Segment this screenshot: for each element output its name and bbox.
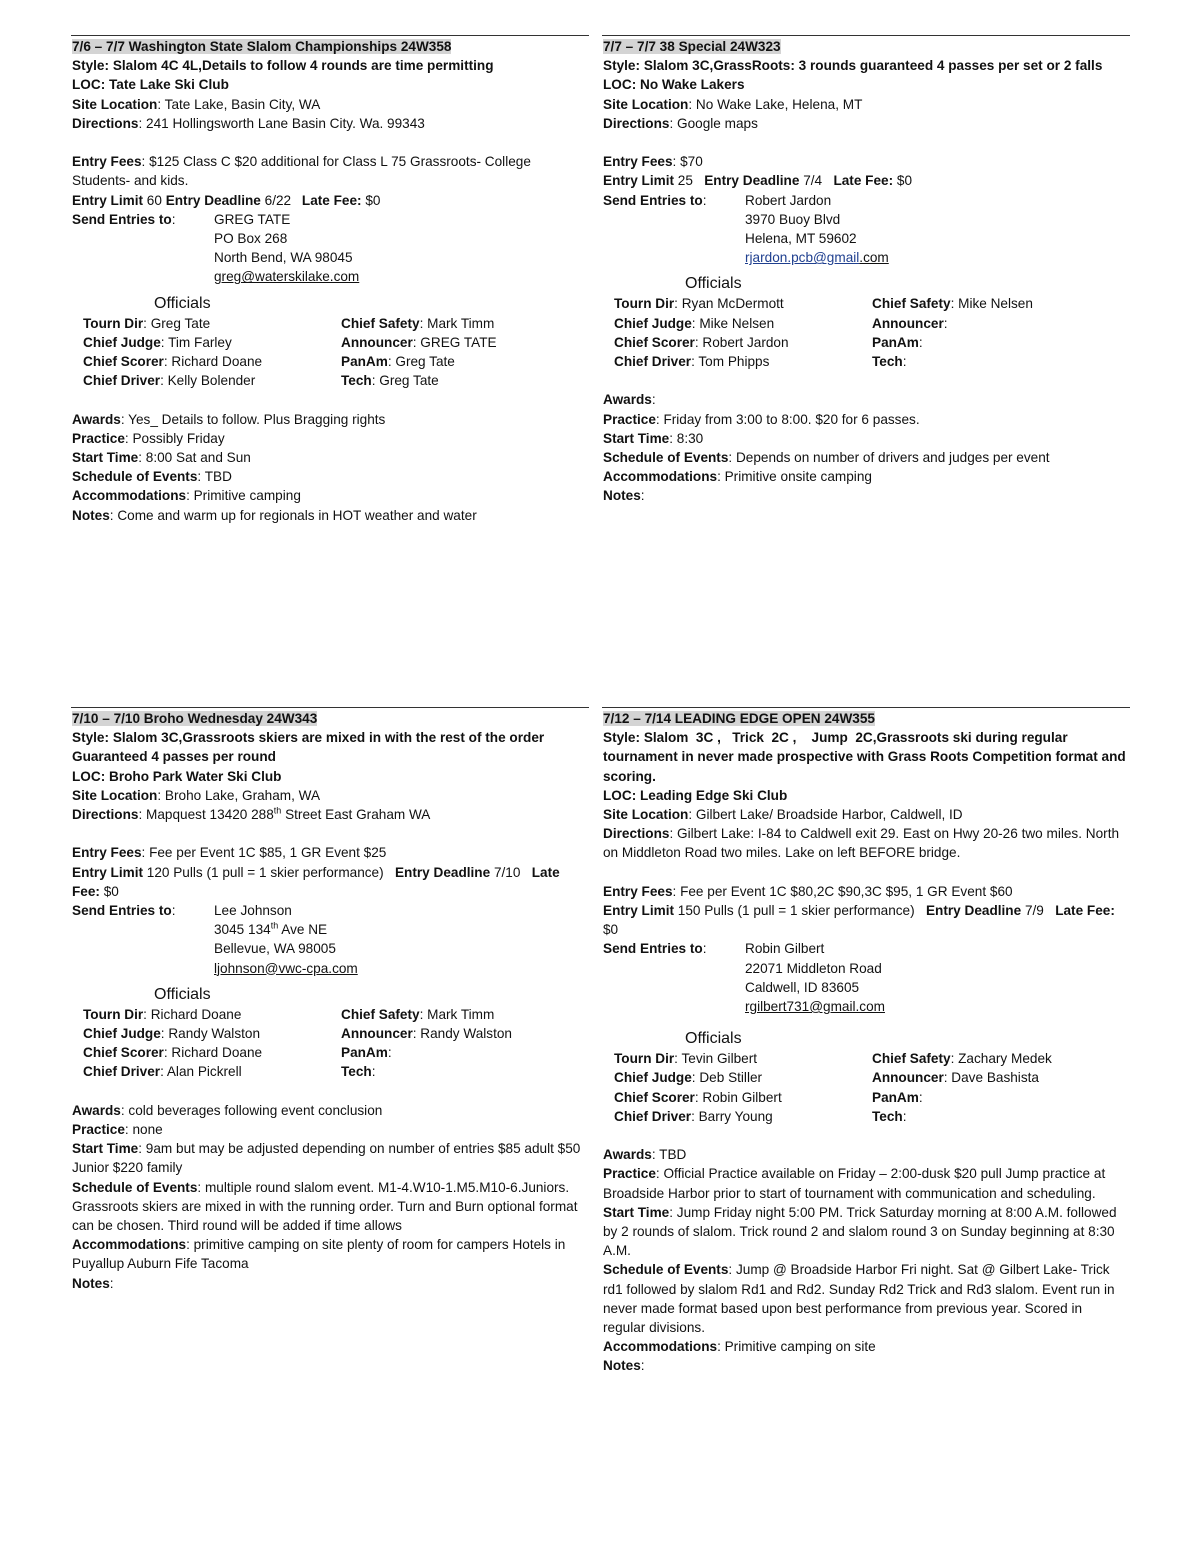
event-loc: LOC: Leading Edge Ski Club [603,787,788,803]
mid-rule-right [602,707,1130,708]
event-accommodations: Accommodations: Primitive onsite camping [603,469,872,485]
event-site: Site Location: No Wake Lake, Helena, MT [603,96,863,112]
top-rule-left [71,35,589,36]
event-title: 7/6 – 7/7 Washington State Slalom Championships 24W358 [72,39,452,54]
event-start-time: Start Time: 9am but may be adjusted depending on number of entries $85 adult $50 Junior $220 family [72,1141,581,1176]
event-awards: Awards: Yes_ Details to follow. Plus Bragging rights [72,411,386,427]
event-card [603,37,1128,506]
officials-heading: Officials [154,294,211,312]
event-accommodations: Accommodations: primitive camping on site plenty of room for campers Hotels in Puyallup Auburn Fife Tacoma [72,1237,566,1272]
event-practice: Practice: none [72,1122,163,1138]
event-notes: Notes: [72,1275,114,1291]
event-style: Style: Slalom 3C,Grassroots skiers are mixed in with the rest of the order Guaranteed 4 passes per round [72,730,545,765]
event-schedule: Schedule of Events: TBD [72,469,232,485]
event-card [72,37,587,525]
event-style: Style: Slalom 3C,GrassRoots: 3 rounds guaranteed 4 passes per set or 2 falls [603,58,1103,74]
email-link[interactable]: rgilbert731@gmail.com [745,999,885,1015]
event-directions: Directions: Mapquest 13420 288th Street East Graham WA [72,805,431,823]
event-send-entries: Send Entries to: Robert Jardon 3970 Buoy Blvd Helena, MT 59602 rjardon.pcb@gmail.com [603,191,1128,268]
event-practice: Practice: Official Practice available on Friday – 2:00-dusk $20 pull Jump practice at Broadside Harbor prior to start of tournament with communication and scheduling. [603,1166,1106,1201]
officials-grid: Tourn Dir: Greg Tate Chief Safety: Mark Timm Chief Judge: Tim Farley Announcer: GREG TATE Chief Scorer: Richard Doane PanAm: Greg Tate Chief Driver: Kelly Bolender Tech: Greg Tate [83,315,497,389]
event-fees: Entry Fees: $125 Class C $20 additional for Class L 75 Grassroots- College Students- and kids. [72,154,531,189]
event-fees: Entry Fees: Fee per Event 1C $80,2C $90,3C $95, 1 GR Event $60 [603,883,1013,899]
mailing-address: Lee Johnson 3045 134th Ave NE Bellevue, WA 98005 ljohnson@vwc-cpa.com [214,903,358,976]
event-send-entries: Send Entries to: Lee Johnson 3045 134th Ave NE Bellevue, WA 98005 ljohnson@vwc-cpa.com [72,901,587,978]
event-schedule: Schedule of Events: Jump @ Broadside Harbor Fri night. Sat @ Gilbert Lake- Trick rd1 followed by slalom Rd1 and Rd2. Sunday Rd2 Trick and Rd3 slalom. Event run in never made format based upon best performance from previous year. Scored in regular divisions. [603,1262,1115,1336]
officials-grid: Tourn Dir: Ryan McDermott Chief Safety: Mike Nelsen Chief Judge: Mike Nelsen Announcer: Chief Scorer: Robert Jardon PanAm: Chief Driver: Tom Phipps Tech: [614,296,1033,370]
event-directions: Directions: 241 Hollingsworth Lane Basin City. Wa. 99343 [72,115,425,131]
event-start-time: Start Time: 8:00 Sat and Sun [72,450,251,466]
email-link[interactable]: greg@waterskilake.com [214,269,360,285]
event-awards: Awards: TBD [603,1147,687,1163]
event-practice: Practice: Possibly Friday [72,430,225,446]
event-title: 7/10 – 7/10 Broho Wednesday 24W343 [72,711,318,726]
event-card [603,709,1128,1376]
event-accommodations: Accommodations: Primitive camping on site [603,1339,876,1355]
event-card [72,709,587,1293]
mid-rule-left [71,707,589,708]
officials-grid: Tourn Dir: Richard Doane Chief Safety: Mark Timm Chief Judge: Randy Walston Announcer: Randy Walston Chief Scorer: Richard Doane PanAm: Chief Driver: Alan Pickrell Tech: [83,1006,512,1080]
event-style: Style: Slalom 3C , Trick 2C , Jump 2C,Grassroots ski during regular tournament in never made prospective with Grass Roots Competition format and scoring. [603,730,1130,784]
event-limit: Entry Limit 60 Entry Deadline 6/22 Late Fee: $0 [72,192,381,208]
event-title: 7/12 – 7/14 LEADING EDGE OPEN 24W355 [603,711,875,726]
event-schedule: Schedule of Events: Depends on number of drivers and judges per event [603,450,1050,466]
event-site: Site Location: Tate Lake, Basin City, WA [72,96,321,112]
event-loc: LOC: Broho Park Water Ski Club [72,768,282,784]
event-notes: Notes: [603,1358,645,1374]
event-fees: Entry Fees: $70 [603,154,703,170]
event-loc: LOC: Tate Lake Ski Club [72,77,229,93]
event-schedule: Schedule of Events: multiple round slalom event. M1-4.W10-1.M5.M10-6.Juniors. Grassroots skiers are mixed in with the running order. Turn and Burn optional format can be chosen. Third round will be added if time allows [72,1179,578,1234]
event-style: Style: Slalom 4C 4L,Details to follow 4 rounds are time permitting [72,58,494,74]
event-fees: Entry Fees: Fee per Event 1C $85, 1 GR Event $25 [72,845,387,861]
event-limit: Entry Limit 25 Entry Deadline 7/4 Late Fee: $0 [603,173,913,189]
event-loc: LOC: No Wake Lakers [603,77,745,93]
officials-heading: Officials [685,275,742,293]
event-title: 7/7 – 7/7 38 Special 24W323 [603,39,781,54]
event-site: Site Location: Broho Lake, Graham, WA [72,787,321,803]
event-accommodations: Accommodations: Primitive camping [72,488,301,504]
mailing-address: GREG TATE PO Box 268 North Bend, WA 98045 greg@waterskilake.com [214,211,360,285]
event-start-time: Start Time: Jump Friday night 5:00 PM. Trick Saturday morning at 8:00 A.M. followed by 2 rounds of slalom. Trick round 2 and slalom round 3 on Sunday beginning at 8:30 A.M. [603,1204,1117,1259]
officials-heading: Officials [154,985,211,1003]
mailing-address: Robin Gilbert 22071 Middleton Road Caldwell, ID 83605 rgilbert731@gmail.com [745,941,885,1015]
email-link[interactable]: ljohnson@vwc-cpa.com [214,960,358,976]
event-limit: Entry Limit 150 Pulls (1 pull = 1 skier performance) Entry Deadline 7/9 Late Fee: $0 [603,903,1119,938]
event-send-entries: Send Entries to: Robin Gilbert 22071 Middleton Road Caldwell, ID 83605 rgilbert731@gmail.com [603,939,1128,1016]
event-practice: Practice: Friday from 3:00 to 8:00. $20 for 6 passes. [603,411,920,427]
event-directions: Directions: Gilbert Lake: I-84 to Caldwell exit 29. East on Hwy 20-26 two miles. North on Middleton Road two miles. Lake on left BEFORE bridge. [603,826,1120,861]
email-link[interactable]: rjardon.pcb@gmail [745,250,860,266]
event-site: Site Location: Gilbert Lake/ Broadside Harbor, Caldwell, ID [603,807,963,823]
officials-heading: Officials [685,1030,742,1048]
event-awards: Awards: [603,392,656,408]
event-directions: Directions: Google maps [603,115,758,131]
event-send-entries: Send Entries to: GREG TATE PO Box 268 North Bend, WA 98045 greg@waterskilake.com [72,210,587,287]
mailing-address: Robert Jardon 3970 Buoy Blvd Helena, MT 59602 rjardon.pcb@gmail.com [745,192,889,266]
event-notes: Notes: Come and warm up for regionals in HOT weather and water [72,507,477,523]
event-awards: Awards: cold beverages following event conclusion [72,1102,383,1118]
event-start-time: Start Time: 8:30 [603,430,704,446]
event-notes: Notes: [603,488,645,504]
officials-grid: Tourn Dir: Tevin Gilbert Chief Safety: Zachary Medek Chief Judge: Deb Stiller Announcer: Dave Bashista Chief Scorer: Robin Gilbert PanAm: Chief Driver: Barry Young Tech: [614,1051,1052,1124]
top-rule-right [602,35,1130,36]
event-limit: Entry Limit 120 Pulls (1 pull = 1 skier performance) Entry Deadline 7/10 Late Fee: $0 [72,864,564,899]
